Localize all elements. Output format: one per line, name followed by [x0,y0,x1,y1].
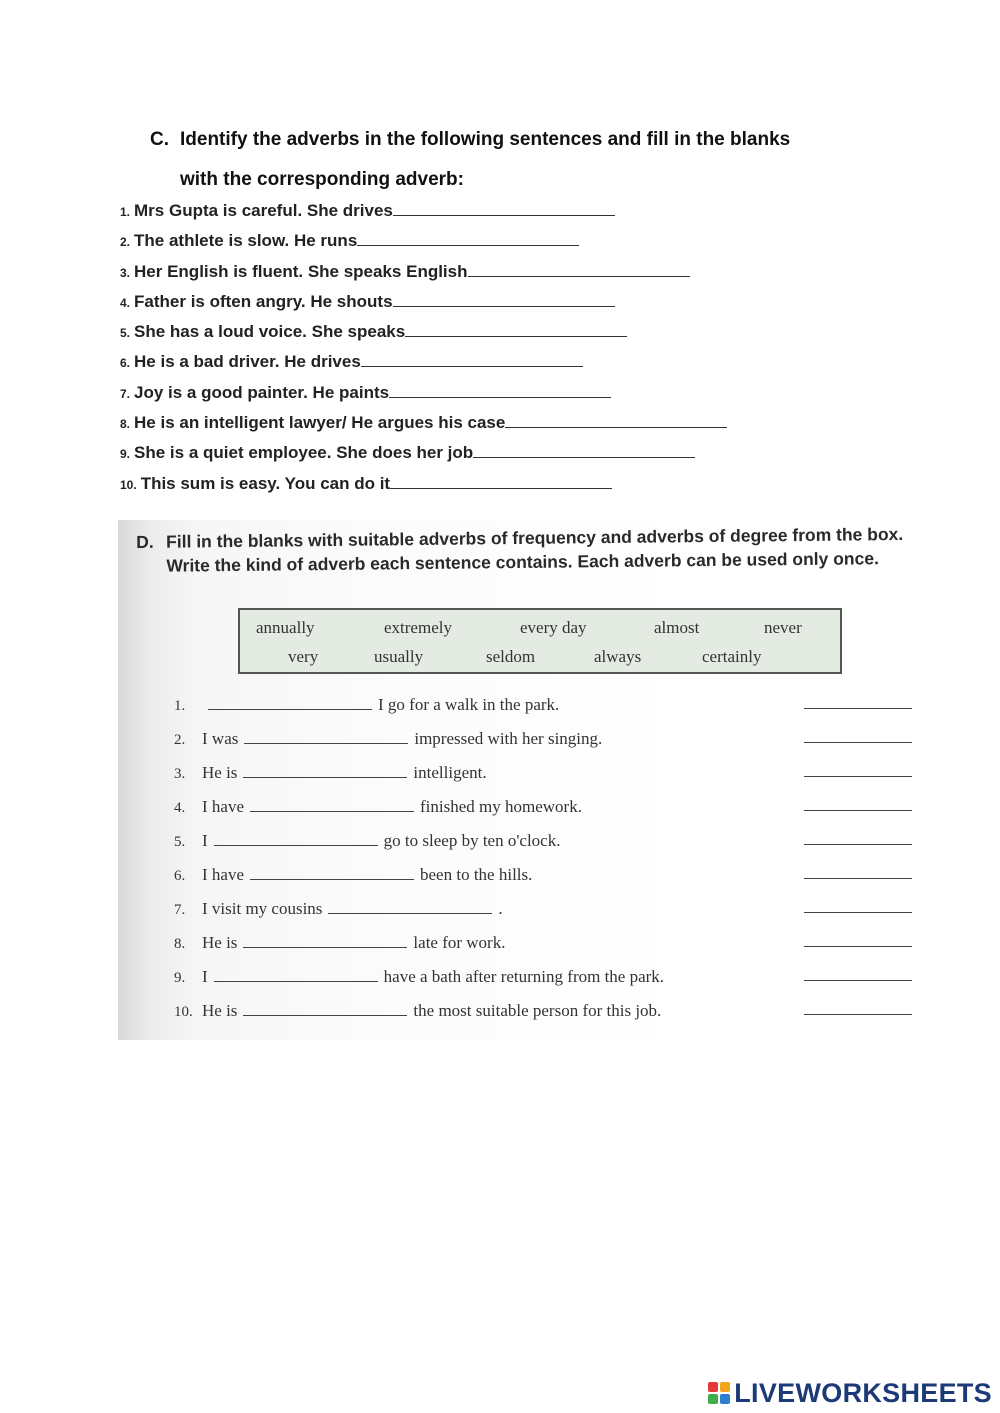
section-d-item [174,858,922,892]
item-number: 7. [174,902,186,918]
item-sentence: He is an intelligent lawyer/ He argues his case [134,413,506,433]
item-sentence: He is a bad driver. He drives [134,352,361,372]
section-c-item [120,408,880,438]
answer-blank[interactable] [473,439,695,458]
item-number: 2. [174,732,186,748]
word-box-word: annually [256,618,315,637]
item-number: 10. [174,1004,193,1020]
section-d-item [174,994,922,1028]
item-number: 5. [120,326,131,341]
item-text-before: I visit my cousins [202,899,323,918]
word-box-word: certainly [702,647,762,666]
adverb-blank[interactable] [214,961,378,982]
word-box-row [240,614,840,644]
section-c-item [120,438,880,468]
section-d-item [174,960,922,994]
adverb-blank[interactable] [244,723,408,744]
word-box-word: seldom [486,647,536,666]
section-c-item [120,317,880,347]
section-c-list [120,196,880,499]
section-d-heading [136,522,906,578]
section-c-letter: C. [150,129,169,150]
word-box-word: very [288,647,319,666]
item-number: 6. [174,868,186,884]
item-sentence: She has a loud voice. She speaks [134,322,406,342]
item-number: 9. [120,447,131,462]
item-text-after: finished my homework. [420,797,582,816]
adverb-blank[interactable] [243,995,407,1016]
item-text-after: late for work. [413,933,506,952]
item-sentence: Father is often angry. He shouts [134,291,393,311]
logo-square [708,1394,718,1404]
section-d-list [174,688,922,1028]
liveworksheets-logo [708,1376,992,1410]
adverb-kind-blank[interactable] [804,742,912,743]
item-text-after: the most suitable person for this job. [413,1001,662,1020]
item-number: 6. [120,356,131,371]
section-d-item [174,824,922,858]
adverb-kind-blank[interactable] [804,844,912,845]
word-box-word: never [764,618,802,637]
adverb-word-box [238,608,842,674]
logo-text: LIVEWORKSHEETS [734,1377,992,1408]
liveworksheets-mark-icon [708,1382,730,1404]
item-text-after: intelligent. [413,763,487,782]
item-number: 4. [174,800,186,816]
item-text-after: I go for a walk in the park. [378,695,560,714]
logo-square [720,1382,730,1392]
item-sentence: Her English is fluent. She speaks English [134,261,468,281]
item-sentence: She is a quiet employee. She does her job [134,443,474,463]
item-text-after: . [498,899,503,918]
section-d-instructions: Fill in the blanks with suitable adverbs of frequency and adverbs of degree from the box. Write the kind of adverb each sentence contains. Each adverb can be used only once. [166,523,904,576]
item-number: 8. [174,936,186,952]
logo-square [708,1382,718,1392]
item-sentence: Mrs Gupta is careful. She drives [134,201,393,220]
section-d-item [174,926,922,960]
item-number: 7. [120,386,131,401]
section-c-item [120,287,880,317]
item-number: 2. [120,235,131,250]
item-text-before: I [202,967,208,986]
answer-blank[interactable] [405,318,627,337]
word-box-word: always [594,647,642,666]
item-sentence: This sum is easy. You can do it [140,473,391,493]
adverb-kind-blank[interactable] [804,1014,912,1015]
section-c-item [120,347,880,377]
adverb-blank[interactable] [250,859,414,880]
item-text-before: He is [202,933,238,952]
section-c-heading-line1: Identify the adverbs in the following sentences and fill in the blanks [180,129,791,150]
adverb-blank[interactable] [328,893,492,914]
adverb-blank[interactable] [208,689,372,710]
answer-blank[interactable] [393,197,615,216]
item-number: 3. [174,766,186,782]
section-d-letter: D. [136,531,154,552]
adverb-kind-blank[interactable] [804,708,912,709]
section-d-item [174,790,922,824]
item-text-before: I [202,831,208,850]
item-number: 10. [120,477,137,492]
answer-blank[interactable] [361,348,583,367]
item-text-after: been to the hills. [420,865,533,884]
item-text-after: go to sleep by ten o'clock. [383,831,561,850]
item-sentence: The athlete is slow. He runs [134,231,358,251]
section-d-item [174,722,922,756]
word-box-word: extremely [384,618,452,637]
word-box-word: usually [374,647,424,666]
adverb-kind-blank[interactable] [804,776,912,777]
answer-blank[interactable] [505,409,727,428]
adverb-blank[interactable] [250,791,414,812]
item-sentence: Joy is a good painter. He paints [134,382,390,402]
word-box-word: almost [654,618,700,637]
adverb-kind-blank[interactable] [804,878,912,879]
item-text-after: have a bath after returning from the park. [383,967,665,986]
section-c-heading [150,120,910,200]
item-text-after: impressed with her singing. [414,729,603,748]
item-number: 1. [120,205,131,219]
adverb-blank[interactable] [243,757,407,778]
section-c-item [120,196,880,226]
section-c-item [120,257,880,287]
section-c-item [120,469,880,499]
item-text-before: He is [202,1001,238,1020]
section-d-item [174,892,922,926]
adverb-kind-blank[interactable] [804,946,912,947]
section-d-item [174,756,922,790]
item-number: 4. [120,295,131,310]
answer-blank[interactable] [390,470,612,489]
section-c-heading-line2: with the corresponding adverb: [180,169,464,190]
section-c-item [120,378,880,408]
item-text-before: He is [202,763,238,782]
item-text-before: I was [202,729,239,748]
item-number: 9. [174,970,186,986]
item-text-before: I have [202,797,245,816]
answer-blank[interactable] [389,379,611,398]
logo-square [720,1394,730,1404]
word-box-row [240,643,840,673]
adverb-kind-blank[interactable] [804,980,912,981]
adverb-kind-blank[interactable] [804,810,912,811]
item-text-before: I have [202,865,245,884]
item-number: 1. [174,698,186,714]
section-d-item [174,688,922,722]
item-number: 8. [120,417,131,432]
adverb-kind-blank[interactable] [804,912,912,913]
answer-blank[interactable] [357,227,579,246]
answer-blank[interactable] [393,288,615,307]
answer-blank[interactable] [468,258,690,277]
item-number: 3. [120,265,131,280]
adverb-blank[interactable] [243,927,407,948]
section-d-scan [118,520,926,1040]
adverb-blank[interactable] [214,825,378,846]
item-number: 5. [174,834,186,850]
word-box-word: every day [520,618,587,637]
section-c-item [120,226,880,256]
